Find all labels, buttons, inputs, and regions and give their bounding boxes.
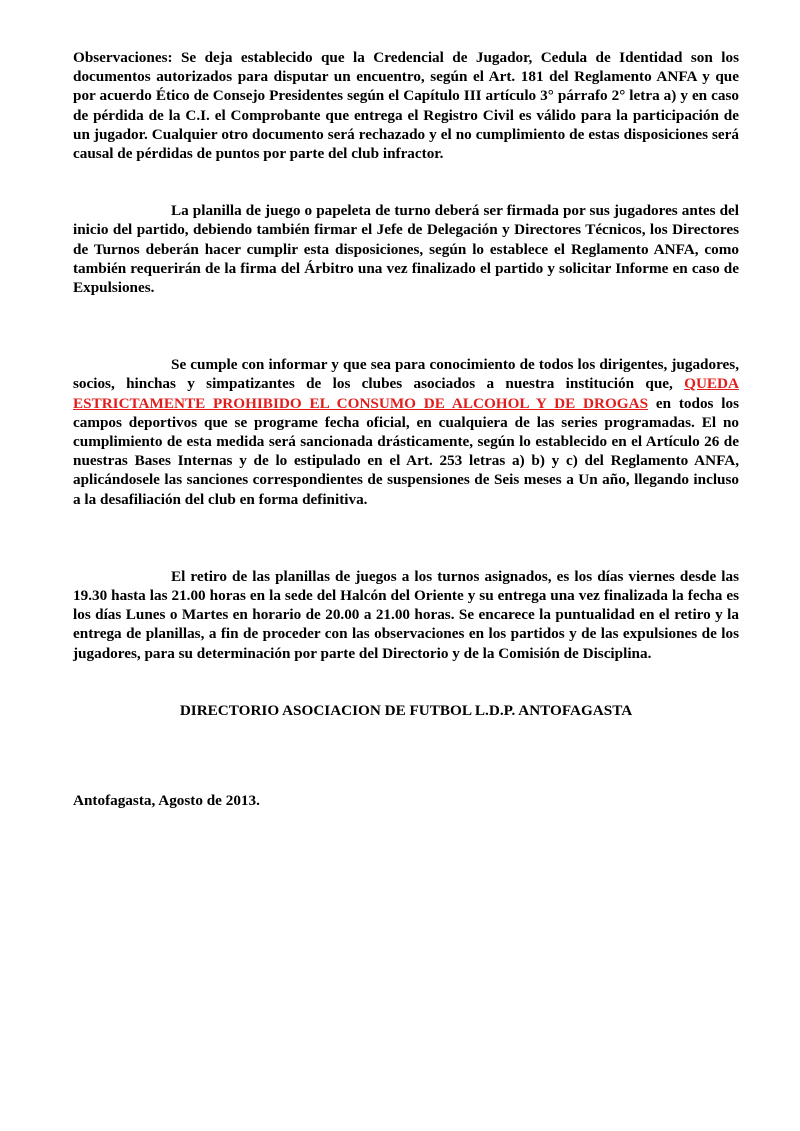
paragraph-consumo <box>73 355 739 509</box>
prohibition-highlight: QUEDA ESTRICTAMENTE PROHIBIDO EL CONSUMO DE ALCOHOL Y DE DROGAS <box>73 375 739 412</box>
paragraph-retiro: El retiro de las planillas de juegos a los turnos asignados, es los días viernes desde las 19.30 hasta las 21.00 horas en la sede del Halcón del Oriente y su entrega una vez finalizada la fecha es los días Lunes o Martes en horario de 20.00 a 21.00 horas. Se encarece la puntualidad en el retiro y la entrega de planillas, a fin de proceder con las observaciones en los partidos y de las expulsiones de los jugadores, para su determinación por parte del Directorio y de la Comisión de Disciplina. <box>73 567 739 662</box>
paragraph-planilla: La planilla de juego o papeleta de turno deberá ser firmada por sus jugadores antes del inicio del partido, debiendo también firmar el Jefe de Delegación y Directores Técnicos, los Directores de Turnos deberán hacer cumplir esta disposiciones, según lo establece el Reglamento ANFA, como también requerirán de la firma del Árbitro una vez finalizado el partido y solicitar Informe en caso de Expulsiones. <box>73 202 739 297</box>
paragraph-observaciones: Observaciones: Se deja establecido que la Credencial de Jugador, Cedula de Identidad son los documentos autorizados para disputar un encuentro, según el Art. 181 del Reglamento ANFA y que por acuerdo Ético de Consejo Presidentes según el Capítulo III artículo 3° párrafo 2° letra a) y en caso de pérdida de la C.I. el Comprobante que entrega el Registro Civil es válido para la participación de un jugador. Cualquier otro documento será rechazado y el no cumplimiento de estas disposiciones será causal de pérdidas de puntos por parte del club infractor. <box>73 49 739 163</box>
document-page <box>73 48 739 810</box>
consumo-text-before: Se cumple con informar y que sea para conocimiento de todos los dirigentes, jugadores, socios, hinchas y simpatizantes de los clubes asociados a nuestra institución que, <box>73 356 739 393</box>
signature-line: DIRECTORIO ASOCIACION DE FUTBOL L.D.P. ANTOFAGASTA <box>179 701 633 719</box>
consumo-text-after: en todos los campos deportivos que se programe fecha oficial, en cualquiera de las series programadas. El no cumplimiento de esta medida será sancionada drásticamente, según lo establecido en el Artículo 26 de nuestras Bases Internas y de lo estipulado en el Art. 253 letras a) b) y c) del Reglamento ANFA, aplicándosele las sanciones correspondientes de suspensiones de Seis meses a Un año, llegando incluso a la desafiliación del club en forma definitiva. <box>73 394 740 508</box>
place-date: Antofagasta, Agosto de 2013. <box>73 792 260 810</box>
